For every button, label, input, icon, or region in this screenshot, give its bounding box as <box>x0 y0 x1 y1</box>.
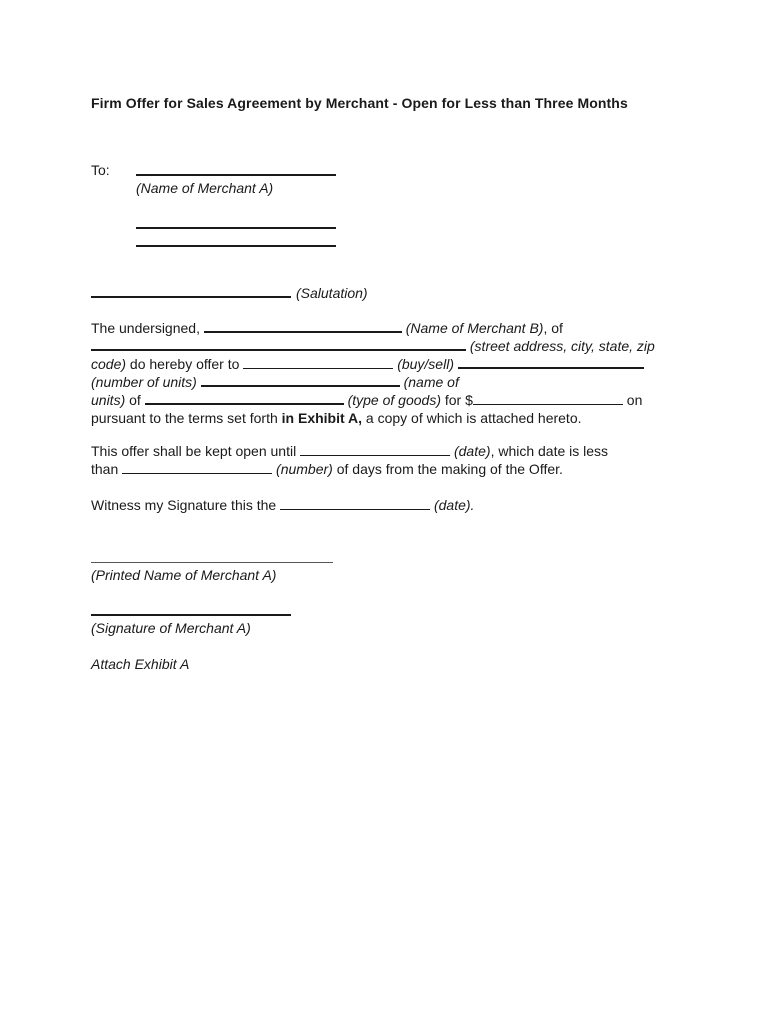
number-of-days-blank[interactable] <box>122 461 272 474</box>
witness-text: Witness my Signature this the <box>91 497 277 513</box>
address-line-1[interactable] <box>136 227 336 229</box>
buy-sell-blank[interactable] <box>243 356 393 369</box>
merchant-b-blank[interactable] <box>204 319 402 333</box>
of-text: , of <box>543 320 563 336</box>
witness-period: . <box>470 497 475 513</box>
on-text: on <box>626 392 643 408</box>
which-date-text: , which date is less <box>490 443 609 459</box>
open-until-date-blank[interactable] <box>300 443 450 456</box>
printed-name-caption: (Printed Name of Merchant A) <box>91 567 277 583</box>
unit-name-blank[interactable] <box>201 373 400 387</box>
para1-line-3 <box>91 355 644 373</box>
units-caption: units) <box>91 392 126 408</box>
salutation-line[interactable] <box>91 296 291 298</box>
offer-to-text: do hereby offer to <box>129 356 240 372</box>
number-of-units-caption: (number of units) <box>91 374 197 390</box>
code-caption: code) <box>91 356 127 372</box>
name-merchant-a-caption: (Name of Merchant A) <box>136 180 274 196</box>
printed-name-line[interactable] <box>91 562 333 563</box>
witness-date-blank[interactable] <box>280 497 430 510</box>
signature-line[interactable] <box>91 614 291 616</box>
para2-line-2 <box>91 460 563 478</box>
copy-text: a copy of which is attached hereto. <box>365 410 582 426</box>
attach-exhibit-text: Attach Exhibit A <box>91 656 190 672</box>
para1-line-6 <box>91 409 582 427</box>
name-merchant-b-caption: (Name of Merchant B) <box>405 320 544 336</box>
para1-line-5 <box>91 391 642 409</box>
salutation-caption: (Salutation) <box>296 285 368 301</box>
to-label: To: <box>91 162 110 178</box>
number-caption: (number) <box>276 461 333 477</box>
type-of-goods-blank[interactable] <box>145 391 344 405</box>
document-title: Firm Offer for Sales Agreement by Merchant - Open for Less than Three Months <box>91 95 628 111</box>
para1-line-2 <box>91 337 655 355</box>
signature-caption: (Signature of Merchant A) <box>91 620 251 636</box>
undersigned-text: The undersigned, <box>91 320 200 336</box>
witness-date-caption: (date) <box>433 497 471 513</box>
of2-text: of <box>129 392 141 408</box>
units-count-blank[interactable] <box>458 355 644 369</box>
name-of-caption: (name of <box>403 374 459 390</box>
address-line-2[interactable] <box>136 245 336 247</box>
buy-sell-caption: (buy/sell) <box>397 356 454 372</box>
witness-line <box>91 496 474 514</box>
type-of-goods-caption: (type of goods) <box>347 392 441 408</box>
for-dollar-text: for $ <box>444 392 473 408</box>
street-address-caption: (street address, city, state, zip <box>469 338 655 354</box>
date-caption: (date) <box>453 443 491 459</box>
price-blank[interactable] <box>473 392 623 405</box>
days-from-text: of days from the making of the Offer. <box>336 461 563 477</box>
pursuant-text: pursuant to the terms set forth <box>91 410 278 426</box>
para1-line-4 <box>91 373 459 391</box>
para1-line-1 <box>91 319 563 337</box>
para2-line-1 <box>91 442 608 460</box>
open-until-text: This offer shall be kept open until <box>91 443 297 459</box>
exhibit-text: in Exhibit A, <box>281 410 363 426</box>
than-text: than <box>91 461 119 477</box>
street-address-blank[interactable] <box>91 337 466 351</box>
to-name-line[interactable] <box>136 174 336 176</box>
